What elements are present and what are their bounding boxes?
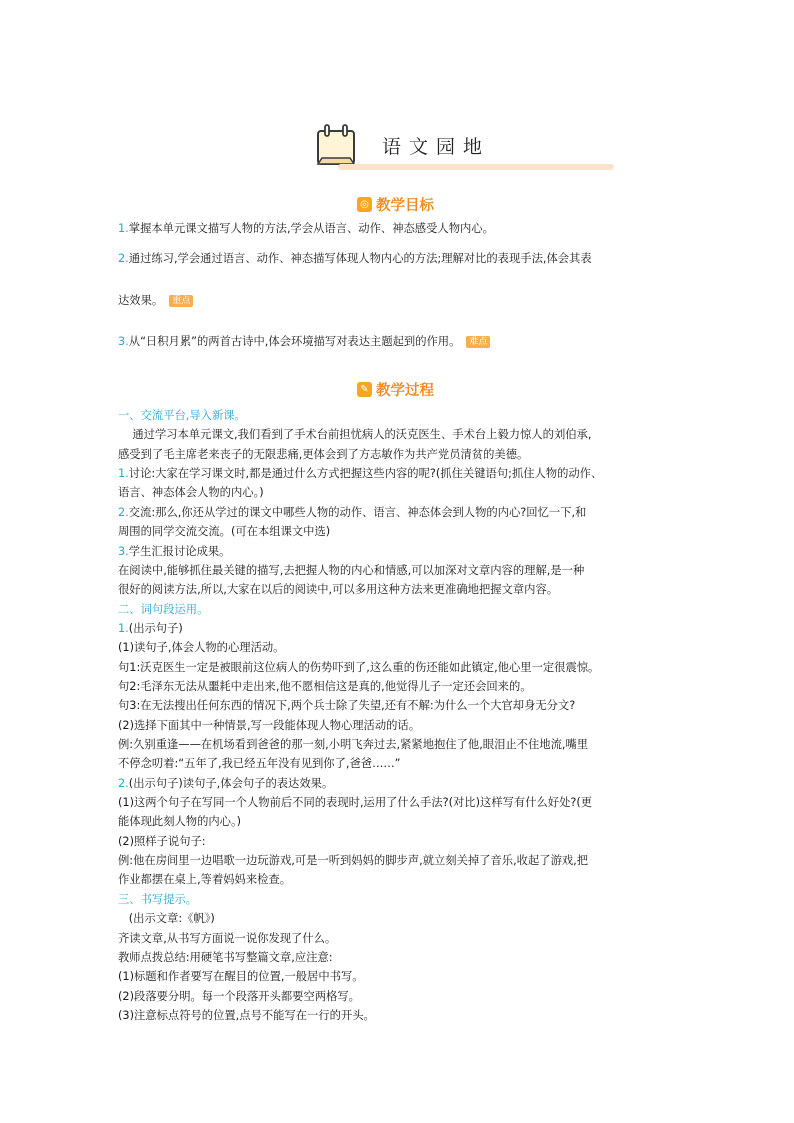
paragraph-line: 例:久别重逢——在机场看到爸爸的那一刻,小明飞奔过去,紧紧地抱住了他,眼泪止不住地流,嘴里 bbox=[118, 738, 589, 751]
numbered-item bbox=[118, 621, 183, 637]
paragraph-line: (2)照样子说句子: bbox=[118, 834, 206, 848]
goal-item-3 bbox=[118, 334, 490, 350]
goal-text: 掌握本单元课文描写人物的方法,学会从语言、动作、神态感受人物内心。 bbox=[128, 222, 494, 235]
subheading-text: 一、交流平台,导入新课。 bbox=[118, 409, 246, 422]
subheading-text: 二、词句段运用。 bbox=[118, 602, 209, 616]
paragraph-line: (1)这两个句子在写同一个人物前后不同的表现时,运用了什么手法?(对比)这样写有什么好处?(更 bbox=[118, 796, 593, 809]
numbered-item bbox=[118, 544, 230, 560]
goal-item-2-cont bbox=[118, 293, 193, 309]
paragraph-line: 句2:毛泽东无法从噩耗中走出来,他不愿相信这是真的,他觉得儿子一定还会回来的。 bbox=[118, 679, 532, 693]
process-heading-label: 教学过程 bbox=[376, 382, 434, 399]
item-text: 学生汇报讨论成果。 bbox=[128, 544, 231, 558]
item-number: 1. bbox=[118, 621, 129, 635]
notebook-icon bbox=[314, 122, 358, 168]
numbered-item bbox=[118, 776, 333, 792]
paragraph-line: 教师点拨总结:用硬笔书写整篇文章,应注意: bbox=[118, 950, 333, 964]
item-number: 3. bbox=[118, 544, 129, 558]
paragraph-line: 不停念叨着:“五年了,我已经五年没有见到你了,爸爸……” bbox=[118, 757, 401, 771]
section-subheading bbox=[118, 892, 197, 908]
paragraph-line: 作业都摆在桌上,等着妈妈来检查。 bbox=[118, 873, 292, 887]
paragraph-line: 能体现此刻人物的内心。) bbox=[118, 815, 242, 829]
paragraph-line: (出示文章:《帆》) bbox=[118, 912, 215, 926]
goals-heading-label: 教学目标 bbox=[376, 197, 434, 214]
goal-text: 从“日积月累”的两首古诗中,体会环境描写对表达主题起到的作用。 bbox=[128, 335, 461, 348]
paragraph-line: 齐读文章,从书写方面说一说你发现了什么。 bbox=[118, 931, 337, 945]
item-number: 1. bbox=[118, 467, 129, 481]
goal-number: 2. bbox=[118, 252, 129, 265]
goal-item-1 bbox=[118, 221, 494, 237]
key-point-badge: 重点 bbox=[169, 295, 193, 307]
target-icon: ◎ bbox=[357, 197, 372, 212]
page-title: 语文园地 bbox=[382, 136, 491, 158]
paragraph-line: 句1:沃克医生一定是被眼前这位病人的伤势吓到了,这么重的伤还能如此镇定,他心里一定很震惊。 bbox=[118, 660, 600, 674]
item-text: (出示句子) bbox=[128, 621, 183, 635]
paragraph-line: 很好的阅读方法,所以,大家在以后的阅读中,可以多用这种方法来更准确地把握文章内容。 bbox=[118, 583, 559, 597]
process-heading bbox=[357, 378, 434, 400]
item-text: 讨论:大家在学习课文时,都是通过什么方式把握这些内容的呢?(抓住关键语句;抓住人物的动作、 bbox=[128, 467, 603, 481]
item-text: (出示句子)读句子,体会句子的表达效果。 bbox=[128, 776, 334, 790]
paragraph-line: 语言、神态体会人物的内心。) bbox=[118, 486, 264, 500]
pen-icon: ✎ bbox=[357, 382, 372, 397]
paragraph-line: 句3:在无法搜出任何东西的情况下,两个兵士除了失望,还有不解:为什么一个大官却身无分文? bbox=[118, 699, 576, 713]
paragraph-line: 周围的同学交流交流。(可在本组课文中选) bbox=[118, 525, 331, 539]
section-subheading bbox=[118, 408, 246, 424]
paragraph-line: 例:他在房间里一边唱歌一边玩游戏,可是一听到妈妈的脚步声,就立刻关掉了音乐,收起了游戏,把 bbox=[118, 854, 589, 867]
item-number: 2. bbox=[118, 776, 129, 790]
paragraph-line: (1)读句子,体会人物的心理活动。 bbox=[118, 641, 285, 655]
paragraph-line: 通过学习本单元课文,我们看到了手术台前担忧病人的沃克医生、手术台上毅力惊人的刘伯承, bbox=[118, 428, 592, 442]
section-subheading bbox=[118, 602, 208, 618]
page-header bbox=[314, 120, 614, 170]
paragraph-line: 感受到了毛主席老来丧子的无限悲痛,更体会到了方志敏作为共产党员清贫的美德。 bbox=[118, 447, 529, 461]
goal-text: 达效果。 bbox=[118, 294, 164, 307]
paragraph-line: (3)注意标点符号的位置,点号不能写在一行的开头。 bbox=[118, 1008, 375, 1022]
item-number: 2. bbox=[118, 505, 129, 519]
numbered-item bbox=[118, 466, 602, 482]
goal-item-2 bbox=[118, 251, 592, 267]
goal-text: 通过练习,学会通过语言、动作、神态描写体现人物内心的方法;理解对比的表现手法,体会其表 bbox=[128, 252, 592, 265]
paragraph-line: (1)标题和作者要写在醒目的位置,一般居中书写。 bbox=[118, 970, 364, 984]
paragraph-line: (2)选择下面其中一种情景,写一段能体现人物心理活动的话。 bbox=[118, 718, 421, 732]
item-text: 交流:那么,你还从学过的课文中哪些人物的动作、语言、神态体会到人物的内心?回忆一下,和 bbox=[128, 505, 587, 519]
goal-number: 1. bbox=[118, 222, 129, 235]
goal-number: 3. bbox=[118, 335, 129, 348]
subheading-text: 三、书写提示。 bbox=[118, 892, 198, 906]
numbered-item bbox=[118, 505, 586, 521]
paragraph-line: 在阅读中,能够抓住最关键的描写,去把握人物的内心和情感,可以加深对文章内容的理解,是一种 bbox=[118, 563, 585, 577]
paragraph-line: (2)段落要分明。每一个段落开头都要空两格写。 bbox=[118, 989, 360, 1003]
difficulty-badge: 难点 bbox=[466, 336, 490, 348]
header-underline bbox=[338, 164, 614, 170]
goals-heading bbox=[357, 193, 434, 215]
